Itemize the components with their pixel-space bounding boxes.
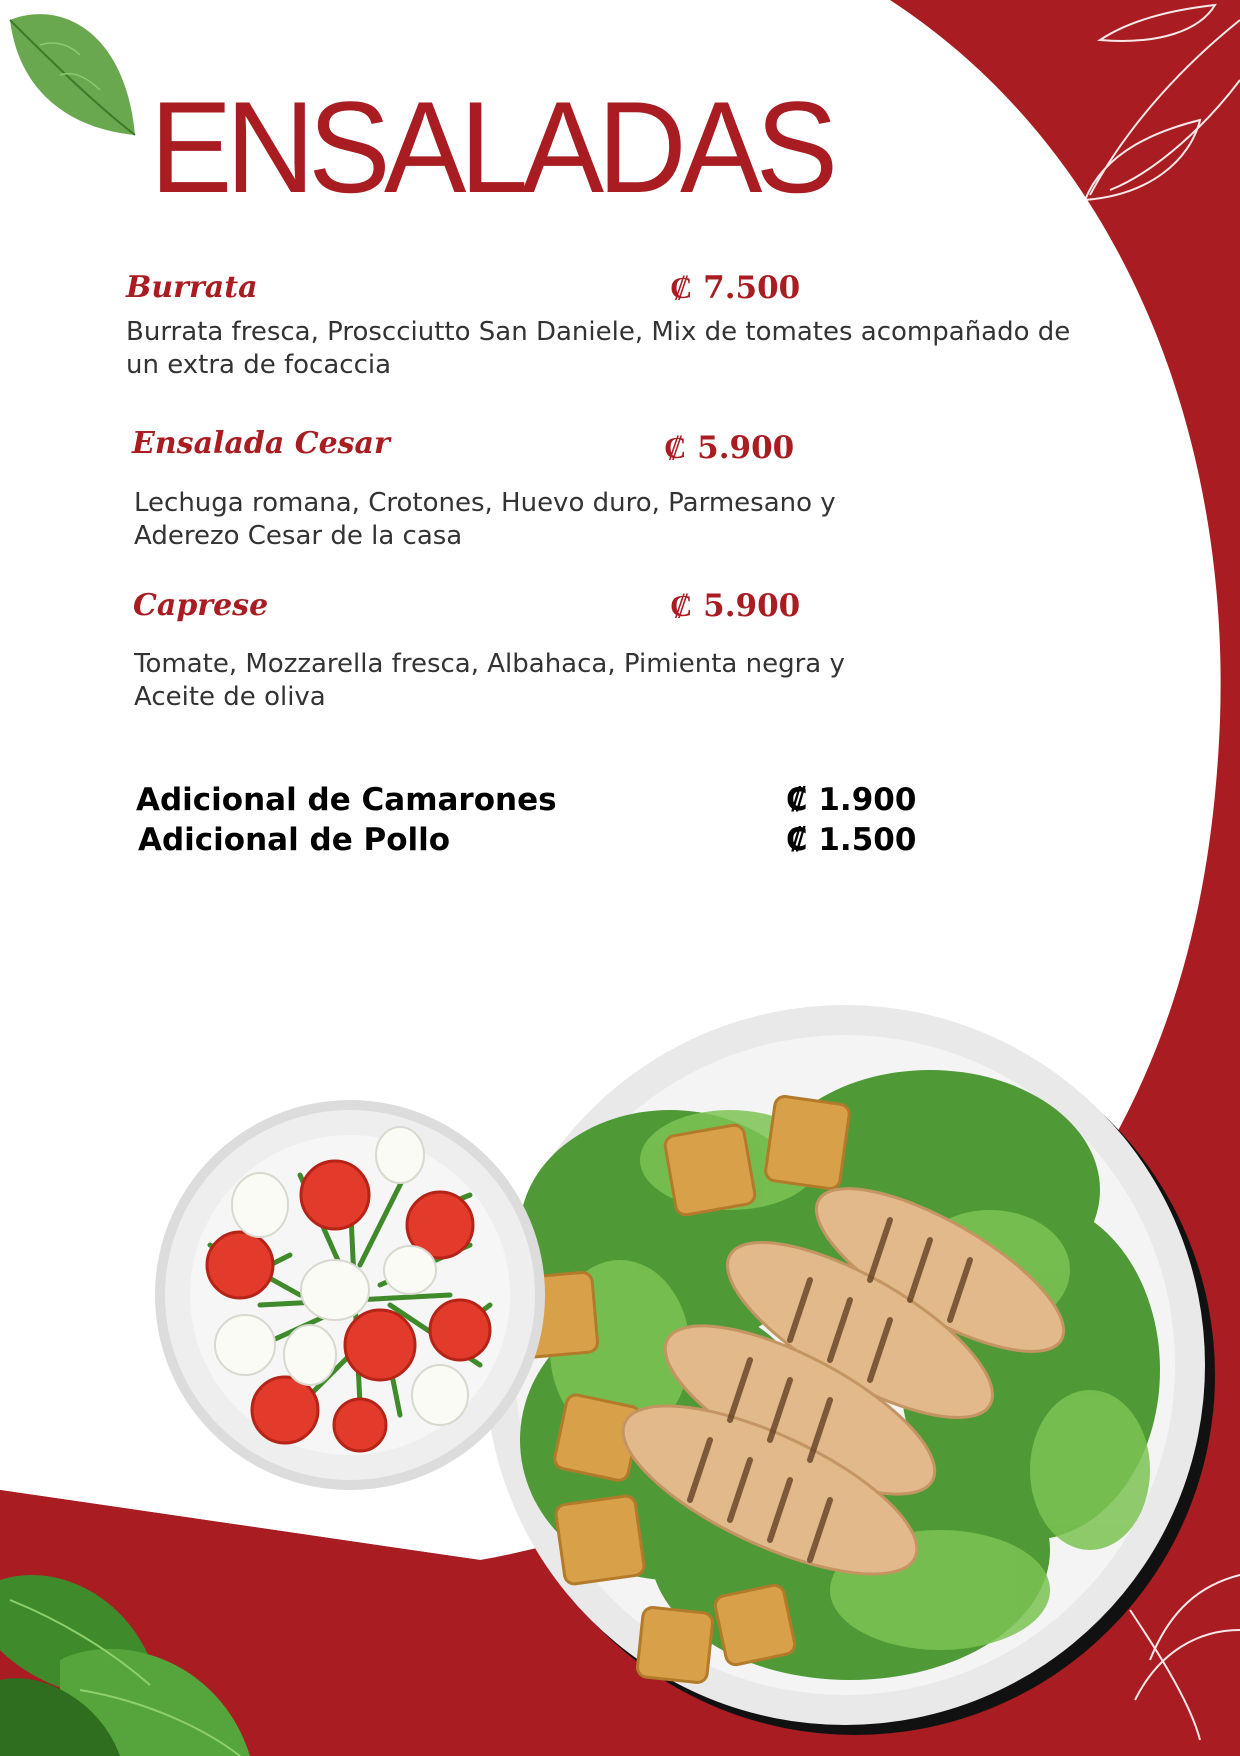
menu-item-name-burrata: Burrata: [126, 270, 258, 305]
menu-item-description-caprese: Tomate, Mozzarella fresca, Albahaca, Pimienta negra y Aceite de oliva: [134, 649, 845, 712]
menu-item-name-ensalada-cesar: Ensalada Cesar: [132, 426, 390, 461]
extra-label-camarones: Adicional de Camarones: [136, 782, 557, 818]
menu-item-name-caprese: Caprese: [133, 588, 269, 623]
menu-item-price-caprese: ₡ 5.900: [670, 588, 801, 624]
extra-price-camarones: ₡ 1.900: [786, 782, 917, 818]
menu-item-price-ensalada-cesar: ₡ 5.900: [664, 430, 795, 466]
basil-leaf-icon: [0, 0, 150, 145]
extra-label-pollo: Adicional de Pollo: [138, 822, 451, 858]
spinach-leaves-icon: [0, 1560, 260, 1756]
caprese-salad-image: [150, 1095, 550, 1495]
menu-item-description-ensalada-cesar: Lechuga romana, Crotones, Huevo duro, Parmesano y Aderezo Cesar de la casa: [134, 488, 836, 551]
menu-item-price-burrata: ₡ 7.500: [670, 270, 801, 306]
caesar-salad-image: [470, 990, 1230, 1750]
page-title: ENSALADAS: [150, 74, 832, 220]
menu-item-description-burrata: Burrata fresca, Proscciutto San Daniele, Mix de tomates acompañado de un extra de focaccia: [126, 317, 1071, 380]
extra-price-pollo: ₡ 1.500: [786, 822, 917, 858]
